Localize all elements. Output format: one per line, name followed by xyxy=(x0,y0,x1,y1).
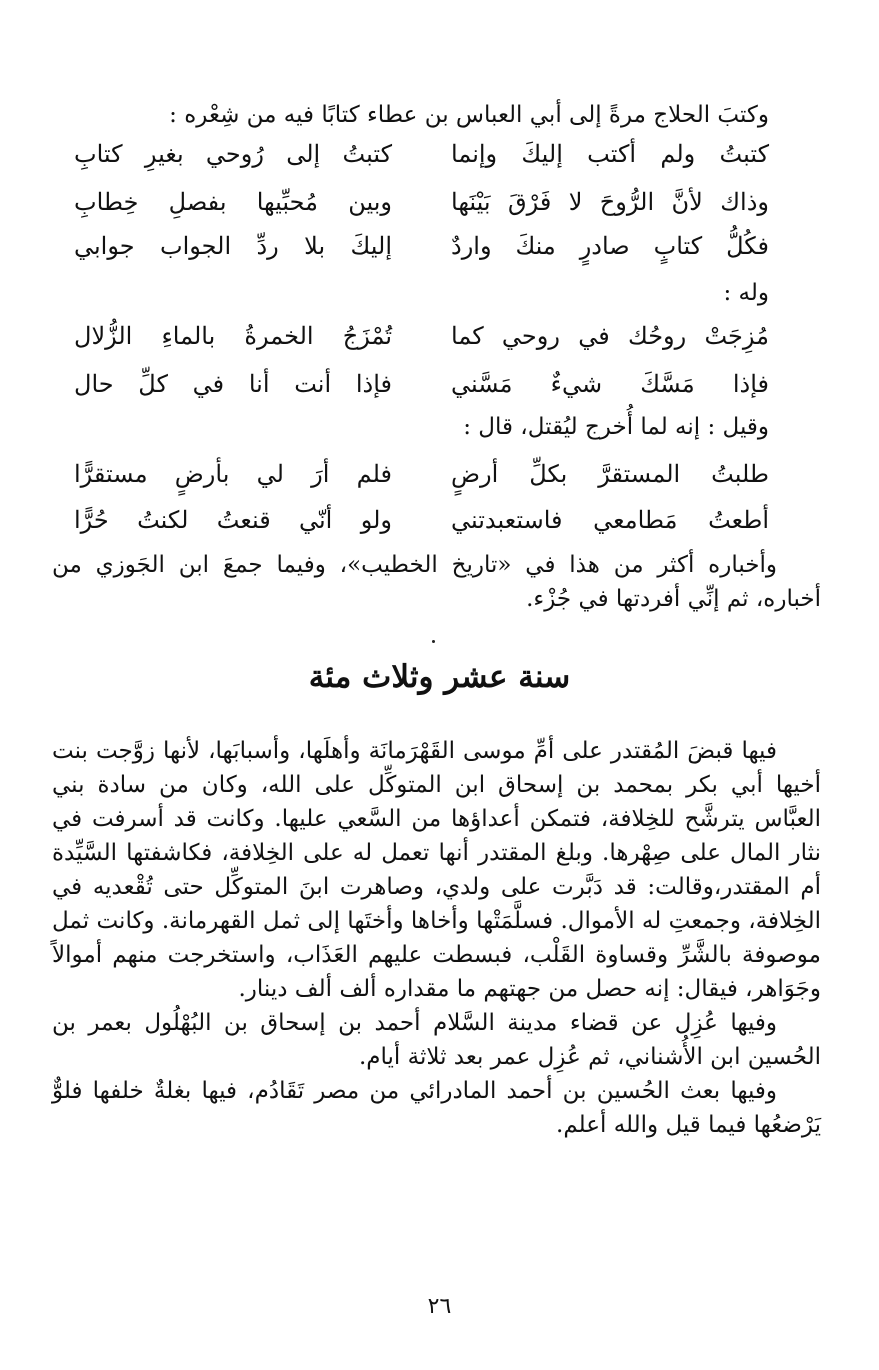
verse-second-hemistich: كتبتُ إلى رُوحي بغيرِ كتابِ xyxy=(74,140,392,168)
verse-row xyxy=(74,364,769,404)
verse-row xyxy=(74,134,769,174)
verse-second-hemistich: فلم أرَ لي بأرضٍ مستقرًّا xyxy=(74,460,392,488)
closing-text: وأخباره أكثر من هذا في «تاريخ الخطيب»، وفيما جمعَ ابن الجَوزي من أخباره، ثم إنِّي أفردتها في جُزْء. xyxy=(52,552,821,612)
verse-first-hemistich: أطعتُ مَطامعي فاستعبدتني xyxy=(451,506,769,534)
verse-row xyxy=(74,226,769,266)
verse-first-hemistich: فكُلُّ كتابٍ صادرٍ منكَ واردٌ xyxy=(451,232,769,260)
verse-row xyxy=(74,182,769,222)
stray-mark xyxy=(432,640,435,643)
verse-first-hemistich: طلبتُ المستقرَّ بكلِّ أرضٍ xyxy=(451,460,769,488)
page-number: ٢٦ xyxy=(427,1294,452,1319)
paragraph: وفيها بعث الحُسين بن أحمد المادرائي من مصر تَقَادُم، فيها بغلةٌ خلفها فلوٌّ يَرْضعُها فيما قيل والله أعلم. xyxy=(52,1078,821,1138)
closing-paragraph xyxy=(52,548,821,616)
verse-first-hemistich: كتبتُ ولم أكتب إليكَ وإنما xyxy=(451,140,769,168)
verse-row xyxy=(74,500,769,540)
body-text xyxy=(52,734,821,1142)
verse-second-hemistich: إليكَ بلا ردِّ الجواب جوابي xyxy=(74,232,392,260)
verse-first-hemistich: وذاك لأنَّ الرُّوحَ لا فَرْقَ بَيْنَها xyxy=(451,188,769,216)
poem2-intro: وله : xyxy=(723,280,769,306)
section-title: سنة عشر وثلاث مئة xyxy=(308,659,571,695)
paragraph: فيها قبضَ المُقتدر على أمِّ موسى القَهْرَمانَة وأهلَها، وأسبابَها، لأنها زوَّجت بنت أخيها أبي بكر بمحمد بن إسحاق ابن المتوكِّل على الله، وكان من سادة بني العبَّاس يترشَّح للخِلافة، فتمكن أعداؤها من السَّعي عليها. وكانت قد أسرفت في نثار المال على صِهْرها. وبلغ المقتدر أنها تعمل له على الخِلافة، فكاشفتها السَّيِّدة أم المقتدر،وقالت: قد دَبَّرت على ولدي، وصاهرت ابنَ المتوكِّل حتى تُقْعديه في الخِلافة، وجمعتِ له الأموال. فسلَّمَتْها وأخاها وأختَها إلى ثمل القهرمانة. وكانت ثمل موصوفة بالشَّرِّ وقساوة القَلْب، فبسطت عليهم العَذَاب، واستخرجت منهم أموالاً وجَوَاهر، فيقال: إنه حصل من جهتهم ما مقداره ألف ألف دينار. xyxy=(52,738,821,1002)
verse-second-hemistich: ولو أنّي قنعتُ لكنتُ حُرًّا xyxy=(74,506,392,534)
verse-second-hemistich: تُمْزَجُ الخمرةُ بالماءِ الزُّلال xyxy=(74,322,392,350)
verse-row xyxy=(74,454,769,494)
poem3-intro: وقيل : إنه لما أُخرج ليُقتل، قال : xyxy=(463,414,769,440)
poem1-intro: وكتبَ الحلاج مرةً إلى أبي العباس بن عطاء كتابًا فيه من شِعْره : xyxy=(169,102,769,128)
paragraph: وفيها عُزِل عن قضاء مدينة السَّلام أحمد بن إسحاق بن البُهْلُول بعمر بن الحُسين ابن الأُشناني، ثم عُزِل عمر بعد ثلاثة أيام. xyxy=(52,1010,821,1070)
verse-row xyxy=(74,316,769,356)
verse-second-hemistich: فإذا أنت أنا في كلِّ حال xyxy=(74,370,392,398)
verse-second-hemistich: وبين مُحبِّيها بفصلِ خِطابِ xyxy=(74,188,392,216)
verse-first-hemistich: مُزِجَتْ روحُك في روحي كما xyxy=(451,322,769,350)
verse-first-hemistich: فإذا مَسَّكَ شيءٌ مَسَّني xyxy=(451,370,769,398)
